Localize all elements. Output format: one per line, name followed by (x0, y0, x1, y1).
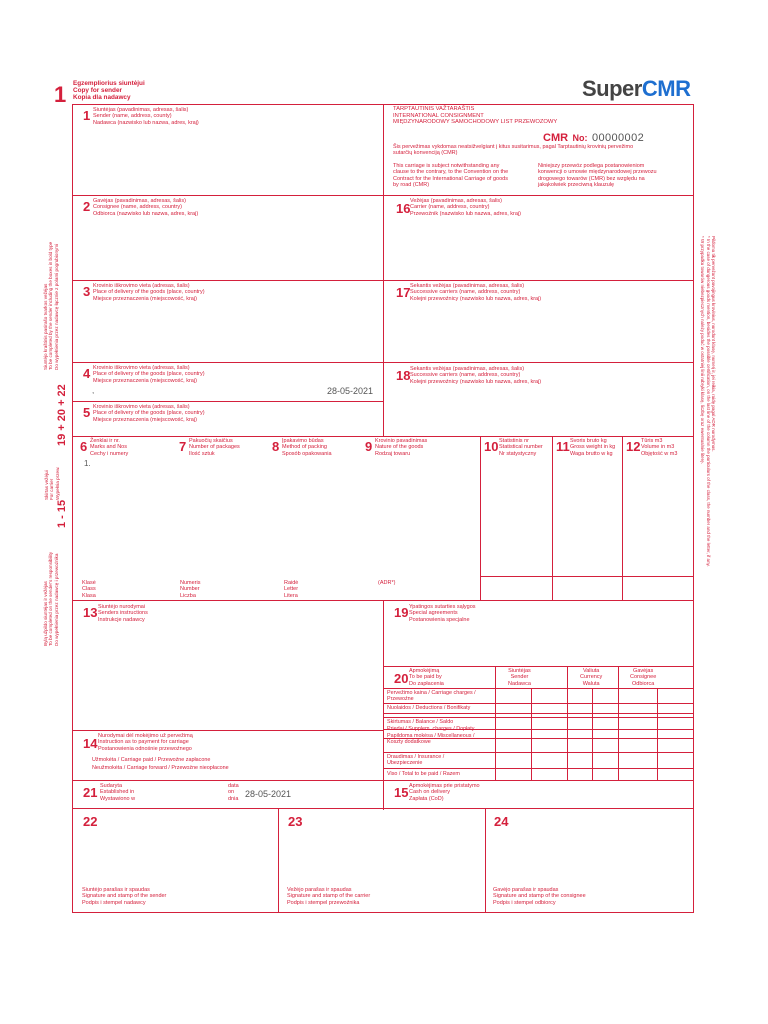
adr-marker: (ADR*) (378, 580, 396, 586)
side-left-range-bottom: 1 - 15 (56, 499, 68, 528)
divider-sign-1 (278, 808, 279, 913)
box20-row-balance: Skirtumas / Balance / Saldo (387, 719, 454, 725)
box13-label: Siuntėjo nurodymai Senders instructions Instrukcje nadawcy (98, 604, 148, 623)
box21-date: 28-05-2021 (245, 789, 292, 799)
col11-number: 11 (556, 439, 570, 454)
divider-row-4 (72, 401, 384, 402)
logo-super: Super (582, 76, 642, 101)
logo-cmr: CMR (641, 76, 691, 101)
box4-number: 4 (83, 366, 91, 381)
copy-number: 1 (54, 82, 67, 107)
box20-row-carriage: Pervežimo kaina / Carriage charges / Przewoźne (387, 690, 476, 703)
col10-label: Statistinis nr Statistical number Nr statystyczny (499, 438, 543, 457)
box20-vline-3 (592, 688, 593, 780)
box20-hline-3 (383, 713, 694, 714)
divider-row-8 (72, 808, 694, 809)
box22-label: Siuntėjo parašas ir spaudas Signature and stamp of the sender Podpis i stempel nadawcy (82, 887, 167, 906)
box14-forward: Neužmokėta / Carriage forward / Przewoźne nieopłacone (92, 765, 229, 771)
box20-col-consignee: Gavėjas Consignee Odbiorca (630, 668, 657, 687)
box20-row-supplementary: Priedai / Supplem. charges / Dopłaty (387, 726, 475, 732)
box21-label: Sudaryta Established in Wystawiono w (100, 783, 136, 802)
box18-number: 18 (396, 368, 411, 383)
box14-number: 14 (83, 736, 98, 751)
cmr-label: CMR (543, 132, 569, 144)
copy-labels: Egzempliorius siuntėjui Copy for sender Kopia dla nadawcy (73, 80, 145, 101)
box5-label: Krovinio iškrovimo vieta (adresas, šalis) Place of delivery of the goods (place, country) Miejsce przeznaczenia (miejscowość, kraj) (93, 404, 205, 423)
col12-label: Tūris m3 Volume in m3 Objętość w m3 (641, 438, 678, 457)
box1-number: 1 (83, 108, 91, 123)
side-left-text-mid: Skirtas vežėjui For carrier Wypełnia przew. (44, 466, 60, 500)
divider-row-1 (72, 195, 694, 196)
box19-label: Ypatingos sutarties sąlygos Special agreements Postanowienia specjalne (409, 604, 476, 623)
box20-hline-8 (383, 768, 694, 769)
divider-adr-row (480, 576, 694, 577)
col8-number: 8 (272, 439, 280, 454)
box20-row-total: Viso / Total to be paid / Razem (387, 771, 460, 777)
box20-col-sender: Siuntėjas Sender Nadawca (508, 668, 531, 687)
box24-label: Gavėjo parašas ir spaudas Signature and stamp of the consignee Podpis i stempel odbiorcy (493, 887, 586, 906)
divider-col-main (383, 104, 384, 436)
box21-number: 21 (83, 785, 98, 800)
box14-paid: Užmokėta / Carriage paid / Przewoźne zapłacone (92, 757, 211, 763)
side-left-text-top: Siuntėjo kraštinis pasirašo tvarkos vežėjas To be completed by the sender including the boxes in bold type Do wypełnienia przez nadawcę łącznie z polami pogrubionymi (43, 241, 59, 370)
col9-label: Krovinio pavadinimas Nature of the goods Rodzaj towaru (375, 438, 428, 457)
col8-label: Įpakavimo būdas Method of packing Sposób opakowania (282, 438, 332, 457)
divider-row-7 (72, 780, 694, 781)
adr-klase: Klasė Class Klasa (82, 580, 96, 599)
col11-label: Svoris bruto kg Gross weight in kg Waga brutto w kg (570, 438, 616, 457)
divider-row-5 (72, 436, 694, 437)
box21-date-label: data on dnia (228, 783, 239, 802)
divider-sign-2 (485, 808, 486, 913)
col7-label: Pakuočių skaičius Number of packages Ilość sztuk (189, 438, 240, 457)
adr-raide: Raidė Letter Litera (284, 580, 299, 599)
box20-row-deductions: Nuolaidos / Deductions / Bonifikaty (387, 705, 471, 711)
box17-number: 17 (396, 285, 411, 300)
convention-en: This carriage is subject notwithstanding any clause to the contrary, to the Convention on the Contract for the International Carriage of goods by road (CMR) (393, 163, 509, 189)
box1-label: Siuntėjas (pavadinimas, adresas, šalis) Sender (name, address, county) Nadawca (nazwisko lub nazwa, adres, kraj) (93, 107, 199, 126)
col10-number: 10 (484, 439, 499, 454)
convention-pl: Niniejszy przewóz podlega postanowieniom konwencji o umowie międzynarodowej przewozu drogowego towarów (CMR) bez względu na jakąkolwiek przeciwną klauzulę (538, 163, 657, 189)
box20-vline-1 (495, 666, 496, 780)
box20-row-misc: Papildoma mokėsa / Miscellaneous / Koszty dodatkowe (387, 733, 475, 746)
goods-row-1: 1. (84, 459, 91, 468)
box18-label: Sekantis vežėjas (pavadinimas, adresas, šalis) Successive carriers (name, address, country) Kolejni przewoźnicy (nazwisko lub nazwa, adres, kraj) (410, 366, 542, 385)
col9-number: 9 (365, 439, 373, 454)
box2-number: 2 (83, 199, 91, 214)
divider-row-2 (72, 280, 694, 281)
col12-number: 12 (626, 439, 641, 454)
box20-hline-4 (383, 717, 694, 718)
box23-label: Vežėjo parašas ir spaudas Signature and stamp of the carrier Podpis i stempel przewoźnika (287, 887, 371, 906)
box20-col-currency: Valiuta Currency Waluta (580, 668, 603, 687)
side-left-text-bottom: Bylą užpildo siuntėjas ir vežėjas To be completed on the sender's responsibility Do wypełnienia przez nadawcę i przewoźnika (43, 551, 59, 646)
box23-number: 23 (288, 814, 303, 829)
header-title: TARPTAUTINIS VAŽTARAŠTIS INTERNATIONAL CONSIGNMENT MIĘDZYNARODOWY SAMOCHODOWY LIST PRZEWOZOWY (393, 106, 558, 126)
box20-number: 20 (394, 671, 409, 686)
divider-box20-top (383, 666, 694, 667)
col6-label: Ženklai ir nr. Marks and Nos Cechy i numery (90, 438, 129, 457)
cmr-no-label: No: (572, 133, 588, 143)
cmr-number: 00000002 (591, 132, 645, 144)
box5-number: 5 (83, 405, 91, 420)
box22-number: 22 (83, 814, 98, 829)
divider-box14-top (72, 730, 384, 731)
box20-vline-4 (618, 666, 619, 780)
side-right-text: Pildoma tik pervežant pavojingus krovinius, nurodant klasę, numerį ir, jei reikia, raidę pagal ADR nurodymus. * In the case of dangerous goods mention, besides the possible certification, on the last line of the column the particulars of the class, the number and the letter, if any. * W przypadku towarów niebezpiecznych należy podać w ostatniej linii rubryki klasę, liczbę oraz ewentualnie literę. (700, 236, 716, 567)
box4-date: 28-05-2021 (327, 386, 374, 396)
box15-number: 15 (394, 785, 409, 800)
box2-label: Gavėjas (pavadinimas, adresas, šalis) Consignee (name, address, country) Odbiorca (nazwisko lub nazwa, adres, kraj) (93, 198, 199, 217)
divider-col-lower (383, 600, 384, 810)
side-left-range-top: 19 + 20 + 22 (56, 384, 68, 446)
supercmr-logo (582, 76, 690, 102)
col7-number: 7 (179, 439, 187, 454)
box20-hline-1 (383, 688, 694, 689)
adr-numeris: Numeris Number Liczba (180, 580, 201, 599)
box17-label: Sekantis vežėjas (pavadinimas, adresas, šalis) Successive carriers (name, address, country) Kolejni przewoźnicy (nazwisko lub nazwa, adres, kraj) (410, 283, 542, 302)
divider-row-3 (72, 362, 694, 363)
box4-comma: , (92, 386, 95, 395)
box20-vline-5 (657, 688, 658, 780)
box16-label: Vežėjas (pavadinimas, adresas, šalis) Carrier (name, address, country) Przewoźnik (nazwisko lub nazwa, adres, kraj) (410, 198, 521, 217)
box19-number: 19 (394, 605, 409, 620)
box14-label: Nurodymai dėl mokėjimo už pervežimą Instruction as to payment for carriage Postanowienia odnośnie przewoźnego (98, 733, 193, 752)
box13-number: 13 (83, 605, 98, 620)
box20-hline-2 (383, 703, 694, 704)
box3-number: 3 (83, 284, 91, 299)
box20-row-insurance: Draudimas / Insurance / Ubezpieczenie (387, 754, 445, 767)
box15-label: Apmokėjimas prie pristatymo Cash on delivery Zapłata (CoD) (409, 783, 480, 802)
box16-number: 16 (396, 201, 411, 216)
convention-lt: Šis pervežimas vykdomas neatsižvelgiant į kitus susitarimus, pagal Tarptautinių krovinių pervežimo sutarčių konvenciją (CMR) (393, 144, 634, 157)
box4-label: Krovinio iškrovimo vieta (adresas, šalis) Place of delivery of the goods (place, country) Miejsce przeznaczenia (miejscowość, kraj) (93, 365, 205, 384)
box3-label: Krovinio iškrovimo vieta (adresas, šalis) Place of delivery of the goods (place, country) Miejsce przeznaczenia (miejscowość, kraj) (93, 283, 205, 302)
box20-hline-7 (383, 752, 694, 753)
col6-number: 6 (80, 439, 88, 454)
box20-vline-2 (567, 666, 568, 780)
box20-label: Apmokėjimą To be paid by Do zapłacenia (409, 668, 444, 687)
box20-vline-6 (531, 688, 532, 780)
box24-number: 24 (494, 814, 509, 829)
